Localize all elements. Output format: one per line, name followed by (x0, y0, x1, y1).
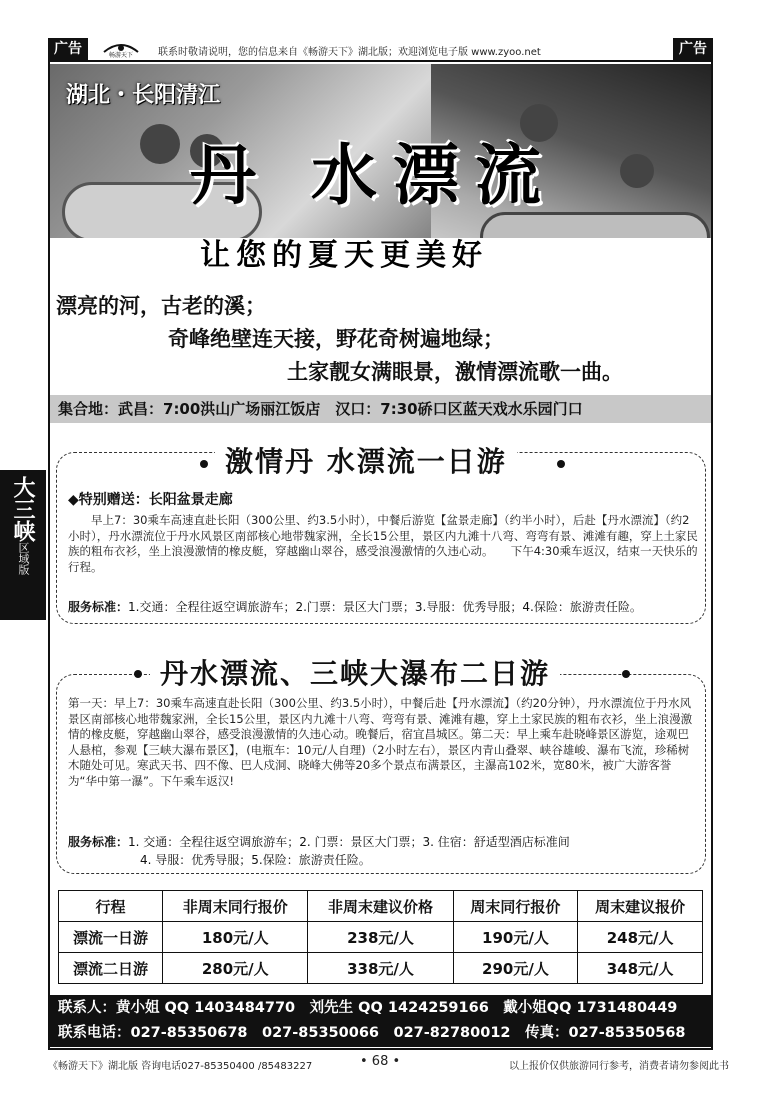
hero-banner (50, 64, 711, 278)
meeting-point-bar: 集合地：武昌：7:00洪山广场丽江饭店 汉口：7:30硚口区蓝天戏水乐园门口 (50, 395, 711, 423)
price-header-cell: 行程 (59, 891, 163, 922)
hero-title: 丹 水漂流 (190, 136, 557, 214)
price-header-cell: 非周末建议价格 (308, 891, 453, 922)
price-cell: 290元/人 (453, 953, 578, 984)
poem-line-1: 漂亮的河，古老的溪； (56, 293, 266, 318)
top-bar (48, 38, 713, 62)
price-cell: 238元/人 (308, 922, 453, 953)
bullet-dot-icon (200, 460, 208, 468)
tour2-standard-line2: 4. 导服：优秀导服；5.保险：旅游责任险。 (140, 853, 371, 867)
page-number: • 68 • (360, 1054, 401, 1069)
price-cell: 190元/人 (453, 922, 578, 953)
tour1-standard-label: 服务标准： (68, 600, 129, 614)
contact-bar (50, 995, 711, 1047)
contact-persons: 联系人：黄小姐 QQ 1403484770 刘先生 QQ 1424259166 戴小姐QQ 1731480449 (58, 1000, 678, 1016)
table-row (59, 953, 703, 984)
tour2-standard-label: 服务标准： (68, 835, 129, 849)
side-tab-title: 大三峡 (10, 476, 36, 542)
table-row (59, 922, 703, 953)
bullet-dot-icon (622, 670, 630, 678)
side-tab-subtitle: 区域版 (17, 542, 30, 575)
region-side-tab (0, 470, 46, 620)
tour2-description: 第一天：早上7：30乘车高速直赴长阳（300公里、约3.5小时），中餐后赴【丹水漂流】（约20分钟），丹水漂流位于丹水风景区南部核心地带魏家洲，全长15公里，景区内九滩十八弯、弯弯有景、滩滩有趣，穿上土家民族的粗布衣衫，坐上浪漫激情的橡皮艇，穿越幽山翠谷，感受浪漫激情的久违心动。晚餐后，宿宜昌城区。第二天：早上乘车赴晓峰景区游览，途观巴人悬棺，参观【三峡大瀑布景区】，(电瓶车：10元/人自理)（2小时左右），景区内青山叠翠、峡谷雄峻、瀑布飞流，珍稀树木随处可见。寒武天书、四不像、巴人戍洞、晓峰大佛等20多个景点布满景区，主瀑高102米，宽80米，被广大游客誉为“华中第一瀑”。下午乘车返汉! (68, 696, 693, 788)
price-header-cell: 周末建议报价 (578, 891, 703, 922)
price-table-header-row (59, 891, 703, 922)
price-header-cell: 周末同行报价 (453, 891, 578, 922)
price-cell: 280元/人 (163, 953, 308, 984)
brand-logo-icon (100, 40, 142, 58)
rafter-figure (620, 154, 654, 188)
hero-location: 湖北・长阳清江 (66, 83, 221, 108)
poem-line-3: 土家靓女满眼景，激情漂流歌一曲。 (287, 359, 623, 384)
tour1-gift: ◆特别赠送：长阳盆景走廊 (68, 492, 233, 508)
price-cell: 180元/人 (163, 922, 308, 953)
contact-phones: 联系电话：027-85350678 027-85350066 027-82780012 传真：027-85350568 (58, 1025, 686, 1041)
tour1-title: 激情丹 水漂流一日游 (215, 440, 517, 480)
bullet-dot-icon (557, 460, 565, 468)
price-header-cell: 非周末同行报价 (163, 891, 308, 922)
tour1-description: 早上7：30乘车高速直赴长阳（300公里、约3.5小时），中餐后游览【盆景走廊】（约半小时），后赴【丹水漂流】（约2小时），丹水漂流位于丹水风景区南部核心地带魏家洲，全长15公里，景区内九滩十八弯、弯弯有景、滩滩有趣，穿上土家民族的粗布衣衫，坐上浪漫激情的橡皮艇，穿越幽山翠谷，感受浪漫激情的久违心动。 下午4:30乘车返汉，结束一天快乐的行程。 (68, 513, 698, 574)
poem-line-2: 奇峰绝壁连天接，野花奇树遍地绿； (168, 326, 504, 351)
logo-text: 畅游天下 (108, 52, 134, 58)
rafter-figure (140, 124, 180, 164)
tour2-title: 丹水漂流、三峡大瀑布二日游 (150, 652, 560, 692)
footer-right: 以上报价仅供旅游同行参考，消费者请勿参阅此书 (509, 1061, 729, 1072)
price-table (58, 890, 703, 984)
price-cell: 漂流二日游 (59, 953, 163, 984)
footer-left: 《畅游天下》湖北版 咨询电话027-85350400 /85483227 (48, 1061, 313, 1072)
tour2-standard (68, 833, 570, 850)
price-cell: 漂流一日游 (59, 922, 163, 953)
hero-subtitle: 让您的夏天更美好 (200, 238, 488, 273)
bullet-dot-icon (134, 670, 142, 678)
price-cell: 248元/人 (578, 922, 703, 953)
tour1-standard-text: 1.交通：全程往返空调旅游车；2.门票：景区大门票；3.导服：优秀导服；4.保险：旅游责任险。 (128, 600, 642, 614)
price-cell: 338元/人 (308, 953, 453, 984)
ad-label-right: 广告 (673, 38, 713, 60)
price-cell: 348元/人 (578, 953, 703, 984)
ad-label-left: 广告 (48, 38, 88, 60)
tour2-standard-line1: 1. 交通：全程往返空调旅游车；2. 门票：景区大门票；3. 住宿：舒适型酒店标准间 (128, 835, 570, 849)
header-note: 联系时敬请说明，您的信息来自《畅游天下》湖北版；欢迎浏览电子版 www.zyoo.net (158, 47, 541, 58)
tour1-standard (68, 598, 642, 615)
